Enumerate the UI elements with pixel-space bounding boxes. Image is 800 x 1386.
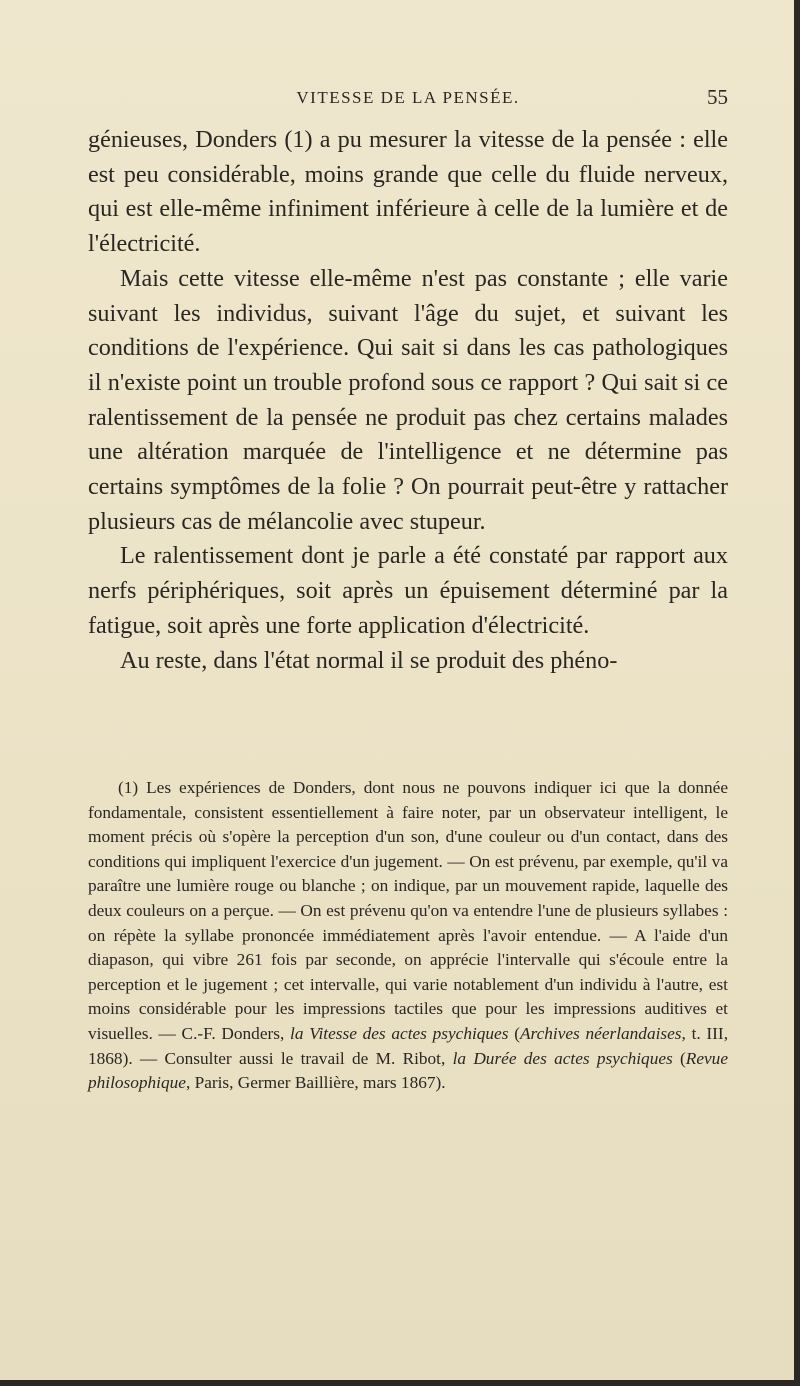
footnote — [88, 776, 728, 1096]
footnote-ref2-journal: Revue philosophique — [88, 1048, 728, 1093]
paragraph-4: Au reste, dans l'état normal il se produit des phéno- — [120, 646, 618, 674]
footnote-ref1-open: ( — [508, 1023, 520, 1043]
paragraph-2: Mais cette vitesse elle-même n'est pas constante ; elle varie suivant les individus, suivant l'âge du sujet, et suivant les conditions de l'expérience. Qui sait si dans les cas pathologiques il n'existe point un trouble profond sous ce rapport ? Qui sait si ce ralentissement de la pensée ne produit pas chez certains malades une altération marquée de l'intelligence et ne détermine pas certains symptômes de la folie ? On pourrait peut-être y rattacher plusieurs cas de mélancolie avec stupeur. — [88, 264, 728, 535]
page-number: 55 — [707, 85, 728, 109]
footnote-paragraph — [88, 776, 728, 1096]
footnote-ref1-title: la Vitesse des actes psychiques — [290, 1023, 509, 1043]
page-header — [88, 85, 728, 110]
footnote-text: (1) Les expériences de Donders, dont nous ne pouvons indiquer ici que la donnée fondamentale, consistent essentiellement à faire noter, par un observateur intelligent, le moment précis où s'opère la perception d'un son, d'une couleur ou d'un contact, dans des conditions qui impliquent l'exercice d'un jugement. — On est prévenu, par exemple, qu'il va paraître une lumière rouge ou blanche ; on indique, par un mouvement rapide, laquelle des deux couleurs on a perçue. — On est prévenu qu'on va entendre l'une de plusieurs syllabes : on répète la syllabe prononcée immédiatement après l'avoir entendue. — A l'aide d'un diapason, qui vibre 261 fois par seconde, on apprécie l'intervalle qui s'écoule entre la perception et le jugement ; cet intervalle, qui varie notablement d'un individu à l'autre, est moins considérable pour les impressions tactiles que pour les impressions auditives et visuelles. — C.-F. Donders, — [88, 778, 728, 1043]
footnote-ref1-journal: Archives néerlandaises — [519, 1023, 682, 1043]
scan-edge-right — [794, 0, 800, 1386]
footnote-ref1-rest: , t. III, 1868). — Consulter aussi le travail de M. Ribot, — [88, 1023, 729, 1068]
footnote-ref2-rest: , Paris, Germer Baillière, mars 1867). — [185, 1073, 446, 1093]
paragraph-1: génieuses, Donders (1) a pu mesurer la vitesse de la pensée : elle est peu considérable, moins grande que celle du fluide nerveux, qui est elle-même infiniment inférieure à celle de la lumière et de l'électricité. — [88, 126, 728, 258]
paragraph-3: Le ralentissement dont je parle a été constaté par rapport aux nerfs périphériques, soit après un épuisement déterminé par la fatigue, soit après une forte application d'électricité. — [88, 542, 728, 639]
running-title: VITESSE DE LA PENSÉE. — [296, 88, 520, 107]
footnote-ref2-title: la Durée des actes psychiques — [452, 1048, 673, 1068]
footnote-ref2-open: ( — [672, 1048, 686, 1068]
scan-edge-bottom — [0, 1380, 800, 1386]
body-text — [88, 123, 728, 678]
